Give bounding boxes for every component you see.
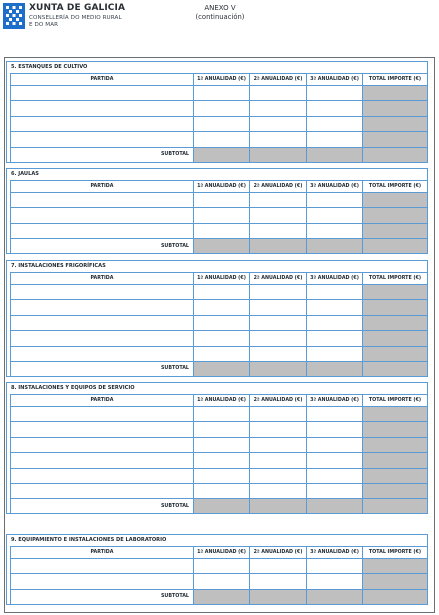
column-header: 2ª ANUALIDAD (€) [250, 74, 307, 86]
annuity-input-cell[interactable] [307, 193, 363, 208]
annex-heading [180, 4, 260, 22]
budget-table [10, 546, 428, 605]
annuity-input-cell[interactable] [307, 437, 363, 452]
column-header: PARTIDA [11, 181, 194, 193]
column-header: TOTAL IMPORTE (€) [363, 181, 428, 193]
partida-input-cell[interactable] [11, 285, 194, 300]
annuity-input-cell[interactable] [194, 208, 250, 223]
table-header-row [11, 273, 428, 285]
organization-department-line1: CONSELLERÍA DO MEDIO RURAL [29, 15, 122, 21]
table-row [11, 193, 428, 208]
budget-table [10, 394, 428, 514]
partida-input-cell[interactable] [11, 437, 194, 452]
table-row [11, 285, 428, 300]
annuity-input-cell[interactable] [194, 437, 250, 452]
column-header: 3ª ANUALIDAD (€) [307, 547, 363, 559]
budget-table [10, 73, 428, 163]
total-import-cell [363, 101, 428, 116]
subtotal-cell [307, 147, 363, 162]
annuity-input-cell[interactable] [307, 285, 363, 300]
partida-input-cell[interactable] [11, 223, 194, 238]
total-import-cell [363, 208, 428, 223]
total-import-cell [363, 315, 428, 330]
annuity-input-cell[interactable] [194, 407, 250, 422]
section-8 [6, 382, 428, 514]
total-import-cell [363, 132, 428, 147]
annuity-input-cell[interactable] [307, 315, 363, 330]
subtotal-cell [194, 239, 250, 254]
column-header: 1ª ANUALIDAD (€) [194, 547, 250, 559]
partida-input-cell[interactable] [11, 559, 194, 574]
column-header: 2ª ANUALIDAD (€) [250, 181, 307, 193]
section-7 [6, 260, 428, 377]
subtotal-row [11, 239, 428, 254]
table-row [11, 422, 428, 437]
partida-input-cell[interactable] [11, 132, 194, 147]
partida-input-cell[interactable] [11, 116, 194, 131]
subtotal-cell [363, 147, 428, 162]
partida-input-cell[interactable] [11, 315, 194, 330]
total-import-cell [363, 193, 428, 208]
annuity-input-cell[interactable] [194, 483, 250, 498]
table-row [11, 483, 428, 498]
organization-department-line2: E DO MAR [29, 22, 59, 28]
subtotal-label: SUBTOTAL [11, 239, 194, 254]
annuity-input-cell[interactable] [194, 422, 250, 437]
subtotal-cell [307, 499, 363, 514]
table-row [11, 574, 428, 589]
subtotal-cell [250, 589, 307, 604]
partida-input-cell[interactable] [11, 193, 194, 208]
annuity-input-cell[interactable] [194, 346, 250, 361]
budget-table [10, 272, 428, 377]
annuity-input-cell[interactable] [194, 315, 250, 330]
annuity-input-cell[interactable] [250, 574, 307, 589]
annuity-input-cell[interactable] [250, 193, 307, 208]
total-import-cell [363, 285, 428, 300]
subtotal-cell [307, 239, 363, 254]
annuity-input-cell[interactable] [250, 285, 307, 300]
column-header: PARTIDA [11, 74, 194, 86]
column-header: TOTAL IMPORTE (€) [363, 395, 428, 407]
annuity-input-cell[interactable] [194, 223, 250, 238]
table-row [11, 300, 428, 315]
total-import-cell [363, 300, 428, 315]
table-row [11, 116, 428, 131]
column-header: TOTAL IMPORTE (€) [363, 74, 428, 86]
annuity-input-cell[interactable] [250, 468, 307, 483]
organization-block [29, 3, 125, 29]
partida-input-cell[interactable] [11, 208, 194, 223]
annuity-input-cell[interactable] [194, 132, 250, 147]
table-row [11, 437, 428, 452]
annuity-input-cell[interactable] [307, 132, 363, 147]
subtotal-cell [194, 147, 250, 162]
subtotal-row [11, 589, 428, 604]
annuity-input-cell[interactable] [307, 559, 363, 574]
subtotal-row [11, 147, 428, 162]
subtotal-cell [194, 361, 250, 376]
section-title: 9. EQUIPAMIENTO E INSTALACIONES DE LABORATORIO [11, 537, 167, 543]
column-header: 3ª ANUALIDAD (€) [307, 395, 363, 407]
annuity-input-cell[interactable] [194, 86, 250, 101]
column-header: 1ª ANUALIDAD (€) [194, 273, 250, 285]
column-header: PARTIDA [11, 273, 194, 285]
annuity-input-cell[interactable] [250, 223, 307, 238]
column-header: 3ª ANUALIDAD (€) [307, 181, 363, 193]
annuity-input-cell[interactable] [250, 331, 307, 346]
annuity-input-cell[interactable] [194, 468, 250, 483]
page-header [0, 0, 439, 60]
annuity-input-cell[interactable] [194, 574, 250, 589]
section-title: 7. INSTALACIONES FRIGORÍFICAS [11, 263, 106, 269]
column-header: TOTAL IMPORTE (€) [363, 273, 428, 285]
annuity-input-cell[interactable] [194, 453, 250, 468]
subtotal-cell [307, 589, 363, 604]
partida-input-cell[interactable] [11, 453, 194, 468]
table-row [11, 468, 428, 483]
subtotal-cell [250, 499, 307, 514]
partida-input-cell[interactable] [11, 101, 194, 116]
annuity-input-cell[interactable] [307, 116, 363, 131]
total-import-cell [363, 346, 428, 361]
total-import-cell [363, 331, 428, 346]
subtotal-cell [363, 589, 428, 604]
annuity-input-cell[interactable] [250, 116, 307, 131]
subtotal-label: SUBTOTAL [11, 147, 194, 162]
annuity-input-cell[interactable] [250, 132, 307, 147]
table-header-row [11, 74, 428, 86]
table-row [11, 453, 428, 468]
annuity-input-cell[interactable] [194, 116, 250, 131]
table-row [11, 331, 428, 346]
annuity-input-cell[interactable] [250, 437, 307, 452]
annuity-input-cell[interactable] [250, 422, 307, 437]
partida-input-cell[interactable] [11, 468, 194, 483]
total-import-cell [363, 559, 428, 574]
annuity-input-cell[interactable] [307, 574, 363, 589]
total-import-cell [363, 86, 428, 101]
annuity-input-cell[interactable] [307, 453, 363, 468]
section-9 [6, 534, 428, 605]
column-header: 2ª ANUALIDAD (€) [250, 395, 307, 407]
budget-table [10, 180, 428, 254]
annuity-input-cell[interactable] [250, 559, 307, 574]
partida-input-cell[interactable] [11, 331, 194, 346]
subtotal-label: SUBTOTAL [11, 361, 194, 376]
annuity-input-cell[interactable] [194, 101, 250, 116]
table-header-row [11, 547, 428, 559]
table-header-row [11, 181, 428, 193]
annuity-input-cell[interactable] [250, 346, 307, 361]
section-6 [6, 168, 428, 254]
annuity-input-cell[interactable] [250, 407, 307, 422]
partida-input-cell[interactable] [11, 407, 194, 422]
annuity-input-cell[interactable] [307, 223, 363, 238]
table-header-row [11, 395, 428, 407]
subtotal-cell [363, 361, 428, 376]
annuity-input-cell[interactable] [250, 483, 307, 498]
annuity-input-cell[interactable] [307, 346, 363, 361]
subtotal-row [11, 361, 428, 376]
annex-title: ANEXO V [204, 4, 236, 12]
annuity-input-cell[interactable] [307, 331, 363, 346]
column-header: TOTAL IMPORTE (€) [363, 547, 428, 559]
total-import-cell [363, 116, 428, 131]
column-header: 2ª ANUALIDAD (€) [250, 547, 307, 559]
subtotal-cell [363, 239, 428, 254]
annuity-input-cell[interactable] [307, 483, 363, 498]
annuity-input-cell[interactable] [194, 331, 250, 346]
annuity-input-cell[interactable] [194, 193, 250, 208]
annuity-input-cell[interactable] [307, 468, 363, 483]
column-header: PARTIDA [11, 395, 194, 407]
annuity-input-cell[interactable] [307, 422, 363, 437]
annuity-input-cell[interactable] [250, 453, 307, 468]
table-row [11, 407, 428, 422]
partida-input-cell[interactable] [11, 422, 194, 437]
section-title: 8. INSTALACIONES Y EQUIPOS DE SERVICIO [11, 385, 135, 391]
subtotal-cell [250, 361, 307, 376]
annuity-input-cell[interactable] [307, 208, 363, 223]
annuity-input-cell[interactable] [250, 315, 307, 330]
table-row [11, 223, 428, 238]
xunta-logo-icon [3, 3, 25, 29]
column-header: 2ª ANUALIDAD (€) [250, 273, 307, 285]
table-row [11, 315, 428, 330]
section-title: 5. ESTANQUES DE CULTIVO [11, 64, 88, 70]
column-header: 3ª ANUALIDAD (€) [307, 273, 363, 285]
section-title: 6. JAULAS [11, 171, 39, 177]
total-import-cell [363, 223, 428, 238]
partida-input-cell[interactable] [11, 86, 194, 101]
column-header: 1ª ANUALIDAD (€) [194, 395, 250, 407]
annex-subtitle: (continuación) [195, 13, 245, 21]
total-import-cell [363, 483, 428, 498]
table-row [11, 132, 428, 147]
total-import-cell [363, 422, 428, 437]
annuity-input-cell[interactable] [307, 300, 363, 315]
annuity-input-cell[interactable] [250, 101, 307, 116]
total-import-cell [363, 574, 428, 589]
subtotal-cell [194, 499, 250, 514]
subtotal-cell [250, 239, 307, 254]
subtotal-row [11, 499, 428, 514]
annuity-input-cell[interactable] [250, 300, 307, 315]
annuity-input-cell[interactable] [194, 559, 250, 574]
partida-input-cell[interactable] [11, 300, 194, 315]
column-header: 1ª ANUALIDAD (€) [194, 181, 250, 193]
table-row [11, 208, 428, 223]
section-5 [6, 61, 428, 163]
subtotal-label: SUBTOTAL [11, 589, 194, 604]
partida-input-cell[interactable] [11, 483, 194, 498]
column-header: PARTIDA [11, 547, 194, 559]
column-header: 1ª ANUALIDAD (€) [194, 74, 250, 86]
total-import-cell [363, 468, 428, 483]
table-row [11, 559, 428, 574]
partida-input-cell[interactable] [11, 574, 194, 589]
subtotal-cell [307, 361, 363, 376]
partida-input-cell[interactable] [11, 346, 194, 361]
total-import-cell [363, 453, 428, 468]
subtotal-cell [250, 147, 307, 162]
annuity-input-cell[interactable] [307, 86, 363, 101]
subtotal-cell [194, 589, 250, 604]
annuity-input-cell[interactable] [250, 208, 307, 223]
subtotal-label: SUBTOTAL [11, 499, 194, 514]
subtotal-cell [363, 499, 428, 514]
annuity-input-cell[interactable] [194, 300, 250, 315]
annuity-input-cell[interactable] [307, 407, 363, 422]
total-import-cell [363, 407, 428, 422]
table-row [11, 101, 428, 116]
annuity-input-cell[interactable] [194, 285, 250, 300]
organization-name: XUNTA DE GALICIA [29, 3, 126, 13]
annuity-input-cell[interactable] [250, 86, 307, 101]
annuity-input-cell[interactable] [307, 101, 363, 116]
table-row [11, 86, 428, 101]
table-row [11, 346, 428, 361]
total-import-cell [363, 437, 428, 452]
column-header: 3ª ANUALIDAD (€) [307, 74, 363, 86]
